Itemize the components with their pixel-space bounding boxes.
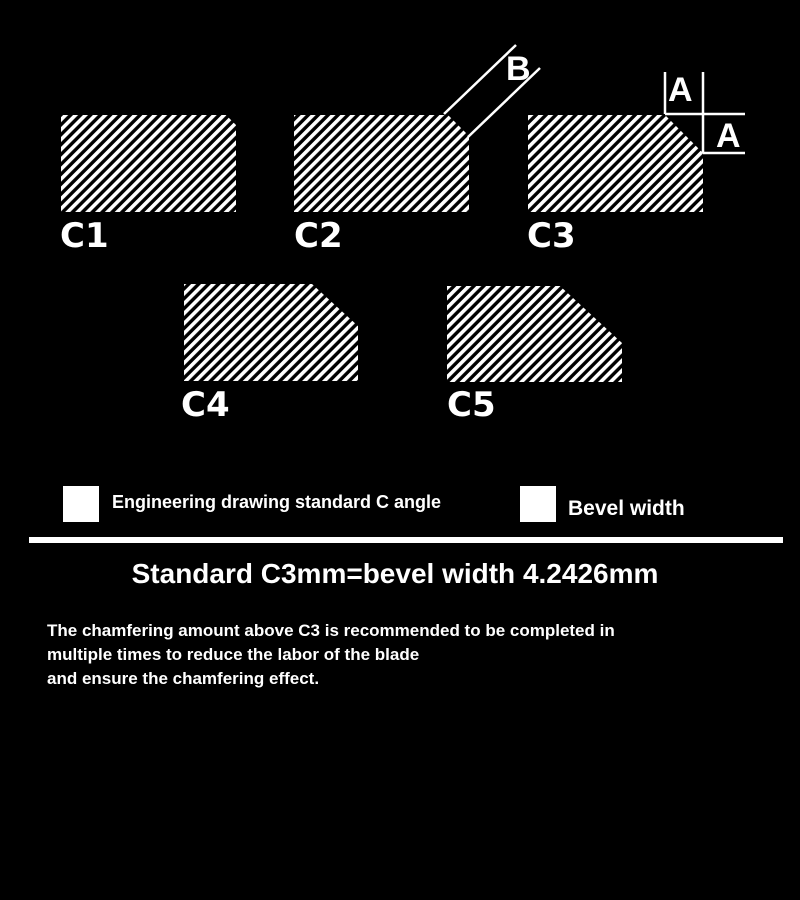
label-c1: C1 <box>60 216 109 256</box>
note-line: and ensure the chamfering effect. <box>47 669 320 688</box>
note-line: multiple times to reduce the labor of the blade <box>47 645 420 664</box>
shape-c2 <box>294 115 469 212</box>
legend-swatch-bevel-width <box>520 486 556 522</box>
label-c5: C5 <box>447 385 496 425</box>
leg-letter-horizontal: A <box>716 117 741 155</box>
legend-label-bevel-width: Bevel width <box>568 497 685 520</box>
shape-c3 <box>528 115 703 212</box>
divider <box>29 537 783 543</box>
note-line: The chamfering amount above C3 is recommended to be completed in <box>47 621 615 640</box>
shape-c5 <box>447 286 622 382</box>
label-c4: C4 <box>181 385 230 425</box>
bevel-letter: B <box>506 50 531 88</box>
label-c3: C3 <box>527 216 576 256</box>
shape-c4 <box>184 284 358 381</box>
leg-letter-vertical: A <box>668 71 693 109</box>
headline: Standard C3mm=bevel width 4.2426mm <box>131 558 659 589</box>
shape-c1 <box>61 115 236 212</box>
legend-label-c-angle: Engineering drawing standard C angle <box>112 492 442 512</box>
label-c2: C2 <box>294 216 343 256</box>
note <box>47 619 747 691</box>
legend-swatch-c-angle <box>63 486 99 522</box>
